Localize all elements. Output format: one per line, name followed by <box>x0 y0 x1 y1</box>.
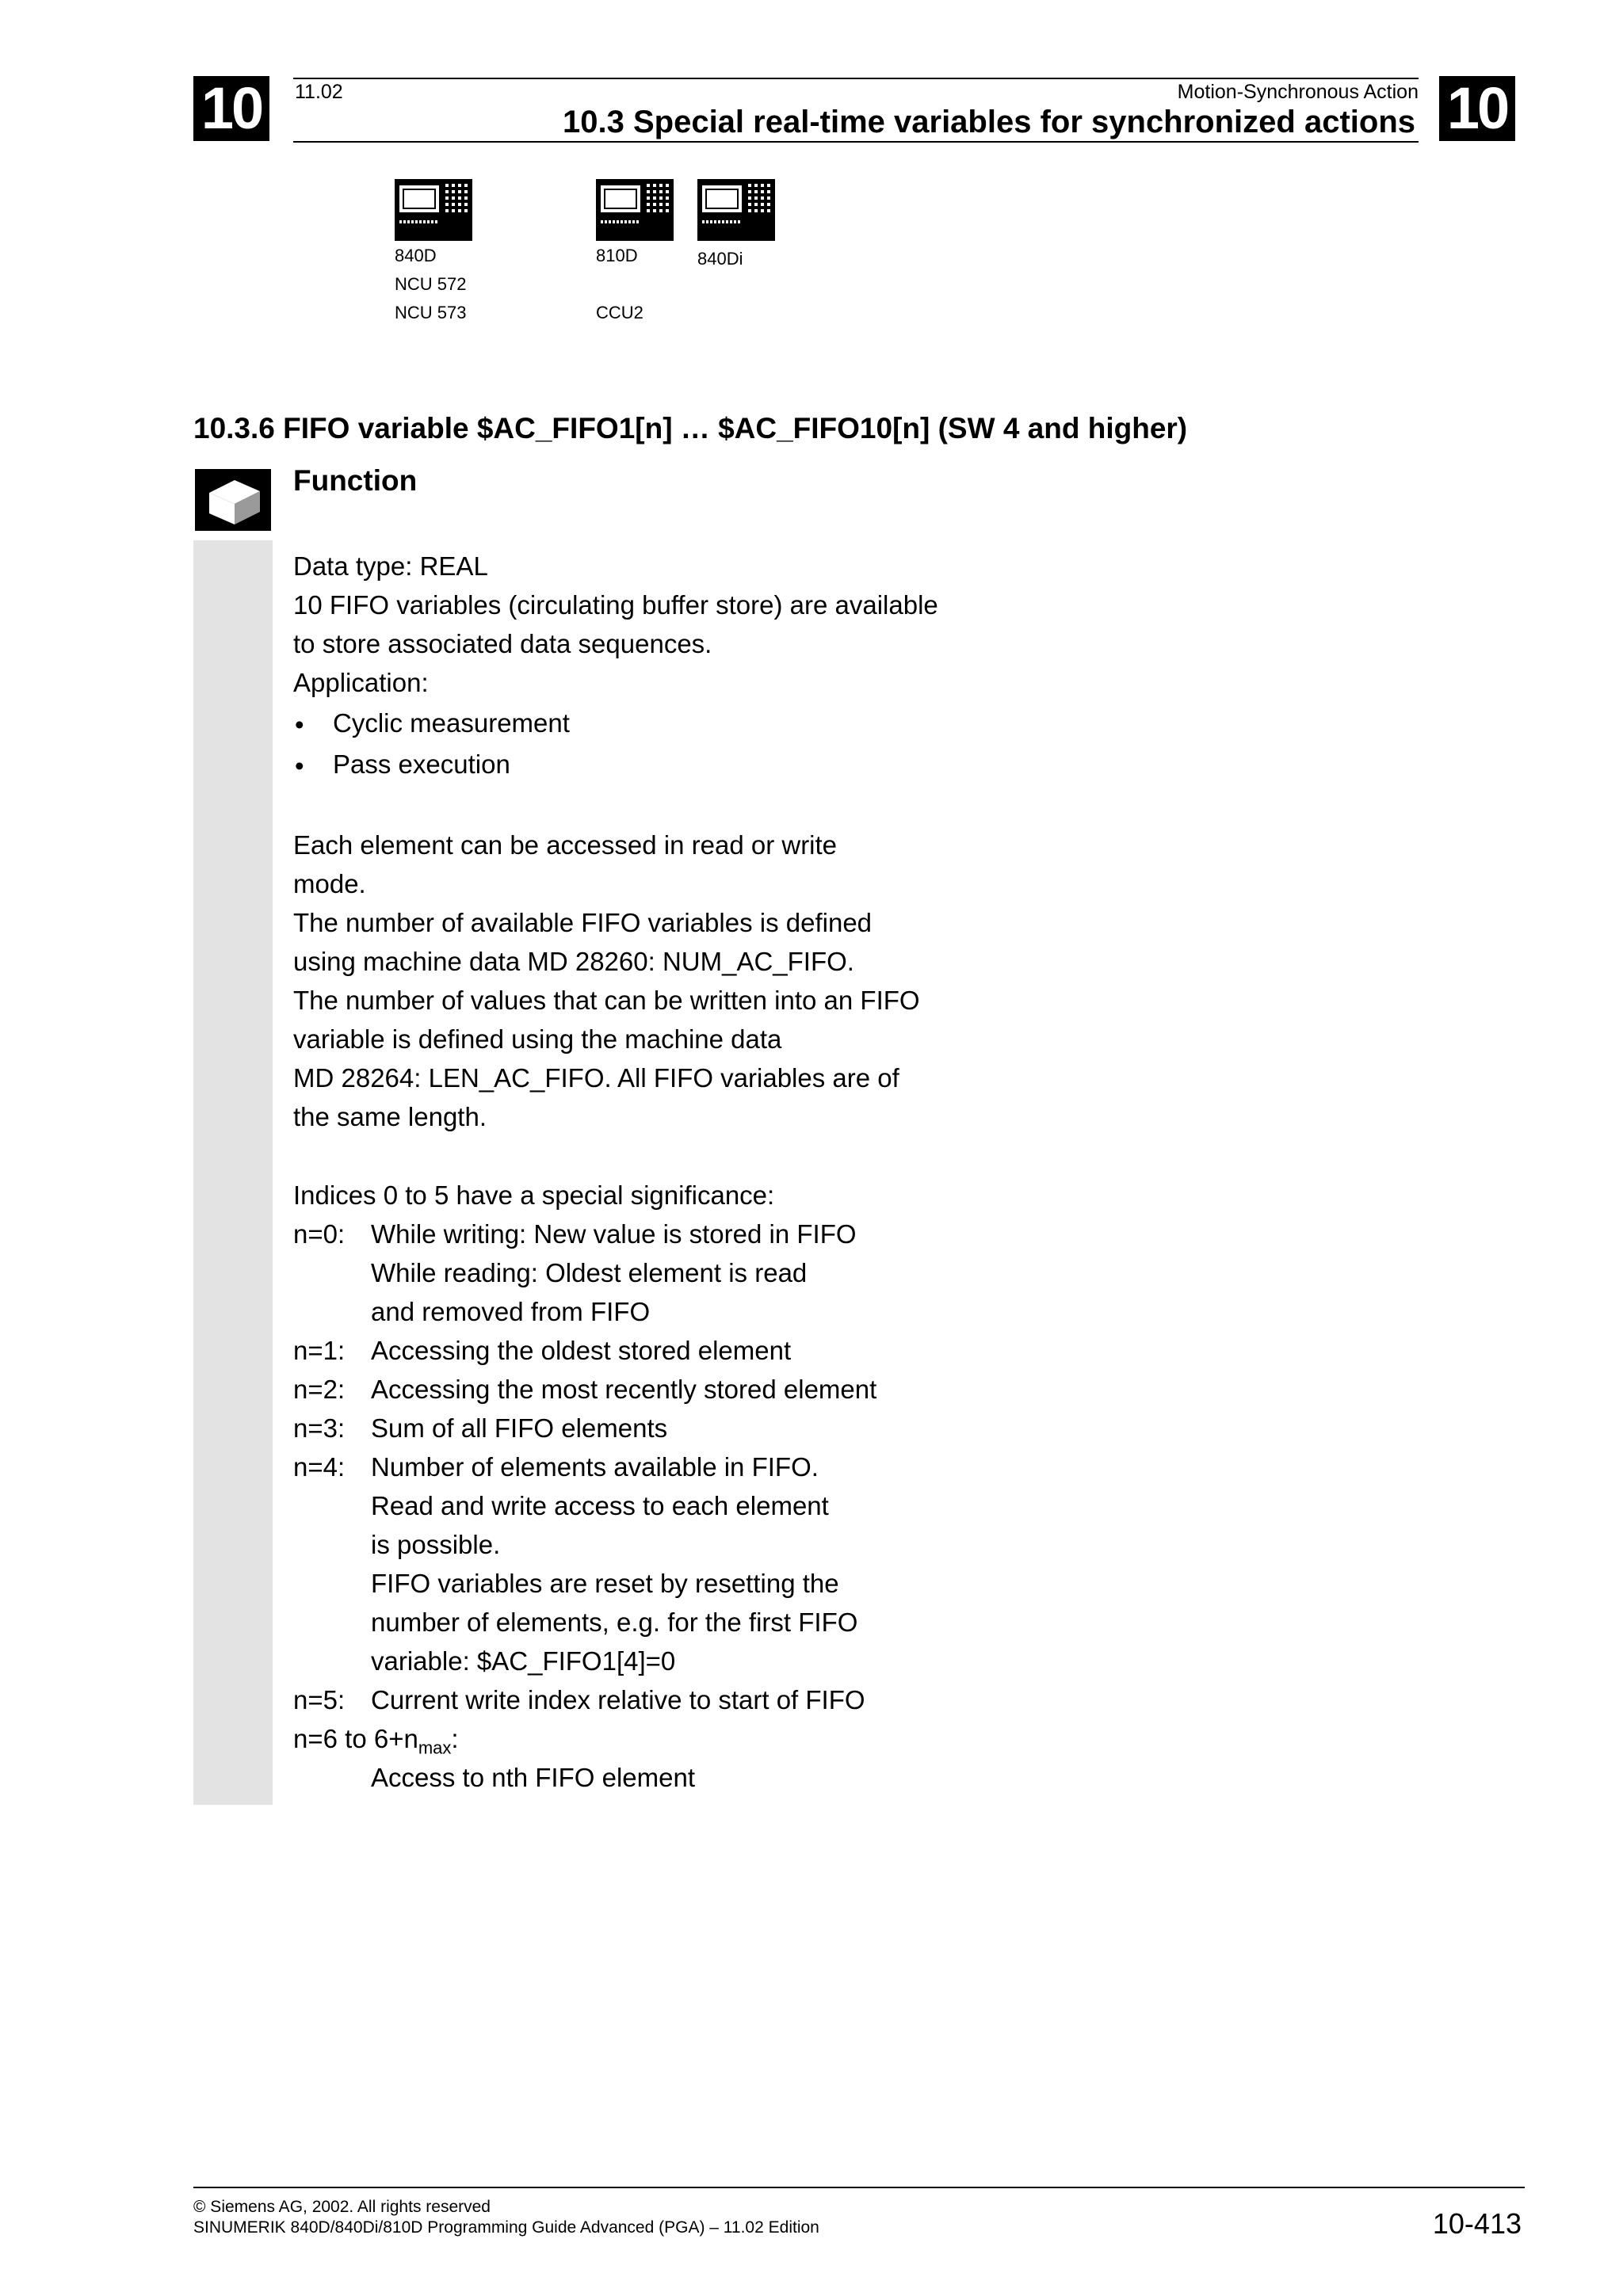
section-heading: 10.3.6 FIFO variable $AC_FIFO1[n] … $AC_FIFO10[n] (SW 4 and higher) <box>193 412 1188 444</box>
control-label: 840Di <box>697 249 743 269</box>
index-label: n=4: <box>293 1452 346 1482</box>
index-text: and removed from FIFO <box>371 1297 651 1326</box>
margin-bar <box>193 540 273 1805</box>
header-topic: Motion-Synchronous Action <box>1177 81 1419 103</box>
index-text: Current write index relative to start of FIFO <box>371 1685 865 1714</box>
footer-copyright: © Siemens AG, 2002. All rights reserved <box>193 2198 491 2216</box>
index-text: is possible. <box>371 1530 501 1559</box>
header-section-title: 10.3 Special real-time variables for synchronized actions <box>563 105 1415 139</box>
control-label: CCU2 <box>596 303 643 322</box>
page-number: 10-413 <box>1432 2207 1522 2240</box>
body-line: variable is defined using the machine data <box>293 1024 782 1054</box>
header-date: 11.02 <box>295 81 343 103</box>
index-text: While writing: New value is stored in FIFO <box>371 1219 857 1249</box>
cube-icon <box>195 469 271 531</box>
index-text: While reading: Oldest element is read <box>371 1258 808 1287</box>
index-label: n=3: <box>293 1413 346 1443</box>
bullet-icon: • <box>295 751 304 780</box>
body-line: to store associated data sequences. <box>293 629 712 658</box>
index-label: n=0: <box>293 1219 346 1249</box>
bullet-item: Pass execution <box>333 749 510 779</box>
index-label-range <box>293 1726 459 1757</box>
control-panel-icon <box>697 179 775 241</box>
index-label: n=1: <box>293 1336 346 1365</box>
index-text: Read and write access to each element <box>371 1491 829 1520</box>
body-line: Data type: REAL <box>293 551 488 581</box>
index-text: Number of elements available in FIFO. <box>371 1452 819 1482</box>
bullet-icon: • <box>295 710 304 739</box>
index-range-subscript: max <box>418 1737 452 1758</box>
function-heading: Function <box>293 464 418 497</box>
control-840di <box>697 179 775 269</box>
body-line: the same length. <box>293 1102 487 1131</box>
body-line: Application: <box>293 668 429 697</box>
index-text: Accessing the oldest stored element <box>371 1336 792 1365</box>
body-line: The number of values that can be written into an FIFO <box>293 986 920 1015</box>
body-line: mode. <box>293 869 366 898</box>
chapter-number-right: 10 <box>1439 76 1515 141</box>
index-label: n=2: <box>293 1375 346 1404</box>
index-range-suffix: : <box>451 1724 459 1753</box>
footer-rule <box>193 2187 1525 2188</box>
control-panel-icon <box>395 179 472 241</box>
body-line: The number of available FIFO variables is defined <box>293 908 873 937</box>
function-icon <box>195 469 271 531</box>
index-label: n=5: <box>293 1685 346 1714</box>
bullet-item: Cyclic measurement <box>333 708 570 738</box>
body-line: MD 28264: LEN_AC_FIFO. All FIFO variables are of <box>293 1063 899 1093</box>
control-label: 840D <box>395 246 437 265</box>
control-label: NCU 572 <box>395 274 467 294</box>
index-text: variable: $AC_FIFO1[4]=0 <box>371 1646 676 1676</box>
body-line: using machine data MD 28260: NUM_AC_FIFO. <box>293 947 854 976</box>
control-840d <box>395 179 472 322</box>
index-text: Access to nth FIFO element <box>371 1763 695 1792</box>
body-line: 10 FIFO variables (circulating buffer store) are available <box>293 590 938 620</box>
control-810d <box>596 179 674 322</box>
control-label: NCU 573 <box>395 303 467 322</box>
body-line: Indices 0 to 5 have a special significance: <box>293 1180 775 1210</box>
index-text: Accessing the most recently stored element <box>371 1375 877 1404</box>
header-rule-bottom <box>293 141 1419 143</box>
control-panel-icon <box>596 179 674 241</box>
header-rule-top <box>293 78 1419 79</box>
index-text: Sum of all FIFO elements <box>371 1413 668 1443</box>
body-line: Each element can be accessed in read or write <box>293 830 838 860</box>
index-text: number of elements, e.g. for the first FIFO <box>371 1608 858 1637</box>
control-label: 810D <box>596 246 638 265</box>
index-text: FIFO variables are reset by resetting the <box>371 1569 839 1598</box>
index-range-prefix: n=6 to 6+n <box>293 1724 418 1753</box>
chapter-number-left: 10 <box>193 76 269 141</box>
footer-document-title: SINUMERIK 840D/840Di/810D Programming Guide Advanced (PGA) – 11.02 Edition <box>193 2218 819 2237</box>
